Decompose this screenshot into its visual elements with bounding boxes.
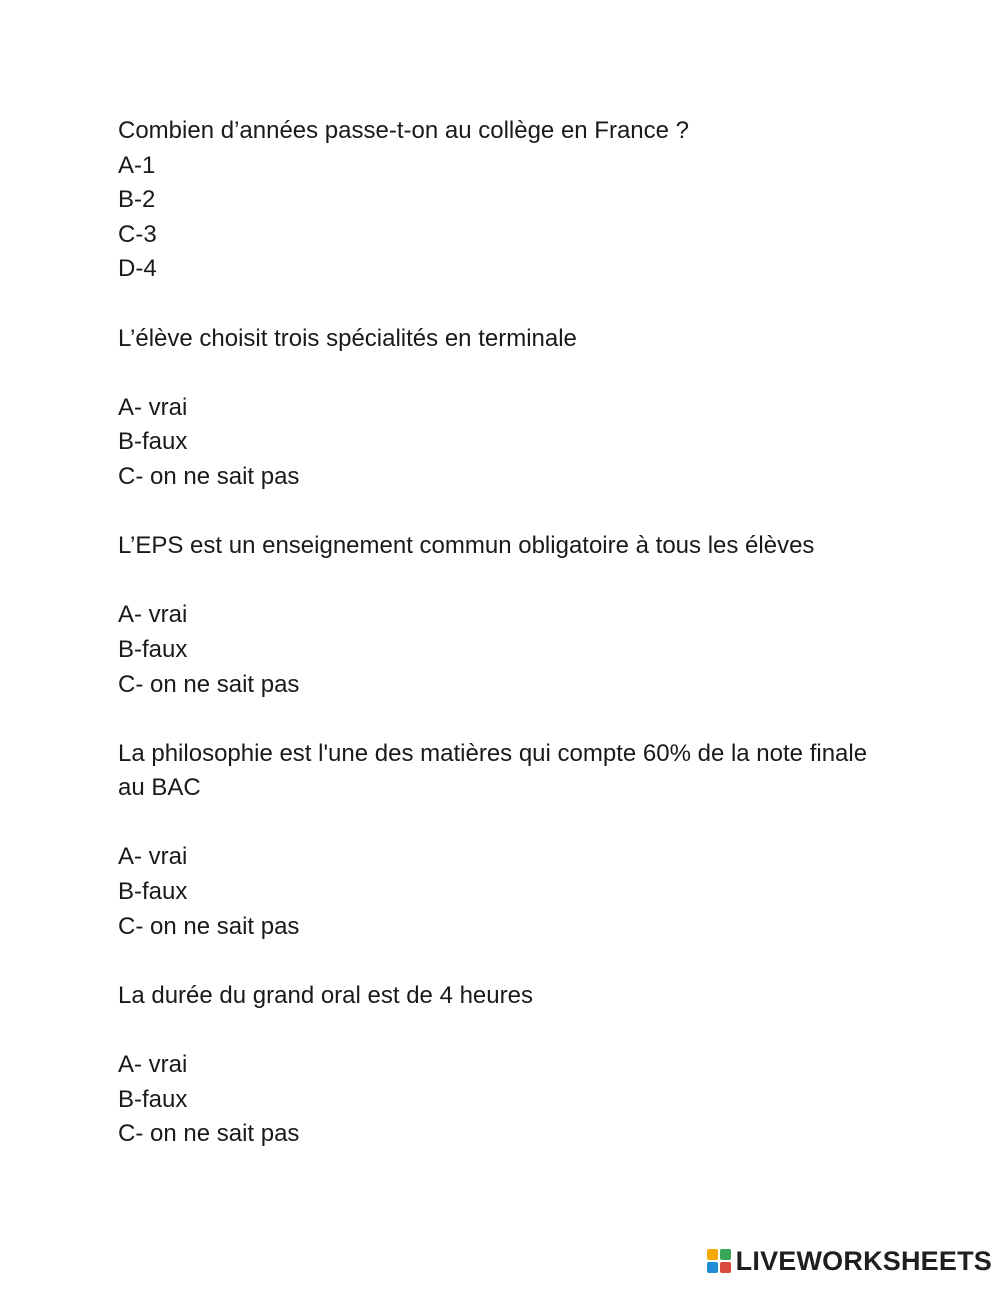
question-2	[118, 322, 898, 495]
spacer	[118, 1013, 898, 1048]
question-1-option-c: C-3	[118, 220, 157, 248]
question-3-option-a: A- vrai	[118, 601, 188, 629]
question-5-option-b: B-faux	[118, 1085, 188, 1113]
question-3-text: L’EPS est un enseignement commun obligatoire à tous les élèves	[118, 532, 815, 560]
spacer	[118, 702, 898, 737]
question-4-option-a: A- vrai	[118, 843, 188, 871]
spacer	[118, 564, 898, 599]
question-3-option-c: C- on ne sait pas	[118, 670, 300, 698]
worksheet-content	[118, 114, 898, 1152]
question-5-option-c: C- on ne sait pas	[118, 1120, 300, 1148]
question-2-option-c: C- on ne sait pas	[118, 462, 300, 490]
spacer	[118, 356, 898, 391]
logo-square-icon	[720, 1249, 731, 1260]
logo-square-icon	[720, 1262, 731, 1273]
spacer	[118, 495, 898, 530]
question-1-option-d: D-4	[118, 255, 157, 283]
question-1	[118, 114, 898, 287]
spacer	[118, 806, 898, 841]
question-4-option-c: C- on ne sait pas	[118, 912, 300, 940]
question-1-option-a: A-1	[118, 151, 156, 179]
logo-square-icon	[707, 1262, 718, 1273]
question-2-text: L’élève choisit trois spécialités en terminale	[118, 324, 577, 352]
question-5	[118, 979, 898, 1152]
question-1-option-b: B-2	[118, 186, 156, 214]
question-5-text: La durée du grand oral est de 4 heures	[118, 981, 533, 1009]
question-4	[118, 737, 898, 945]
liveworksheets-logo-icon	[707, 1249, 731, 1273]
liveworksheets-brand	[707, 1247, 992, 1275]
brand-label: LIVEWORKSHEETS	[735, 1246, 992, 1276]
spacer	[118, 944, 898, 979]
question-1-text: Combien d’années passe-t-on au collège en France ?	[118, 117, 690, 144]
question-2-option-a: A- vrai	[118, 393, 188, 421]
question-5-option-a: A- vrai	[118, 1051, 188, 1079]
question-3	[118, 529, 898, 702]
question-3-option-b: B-faux	[118, 635, 188, 663]
spacer	[118, 287, 898, 322]
question-2-option-b: B-faux	[118, 428, 188, 456]
question-4-text: La philosophie est l'une des matières qui compte 60% de la note finale au BAC	[118, 739, 874, 802]
question-4-option-b: B-faux	[118, 878, 188, 906]
logo-square-icon	[707, 1249, 718, 1260]
